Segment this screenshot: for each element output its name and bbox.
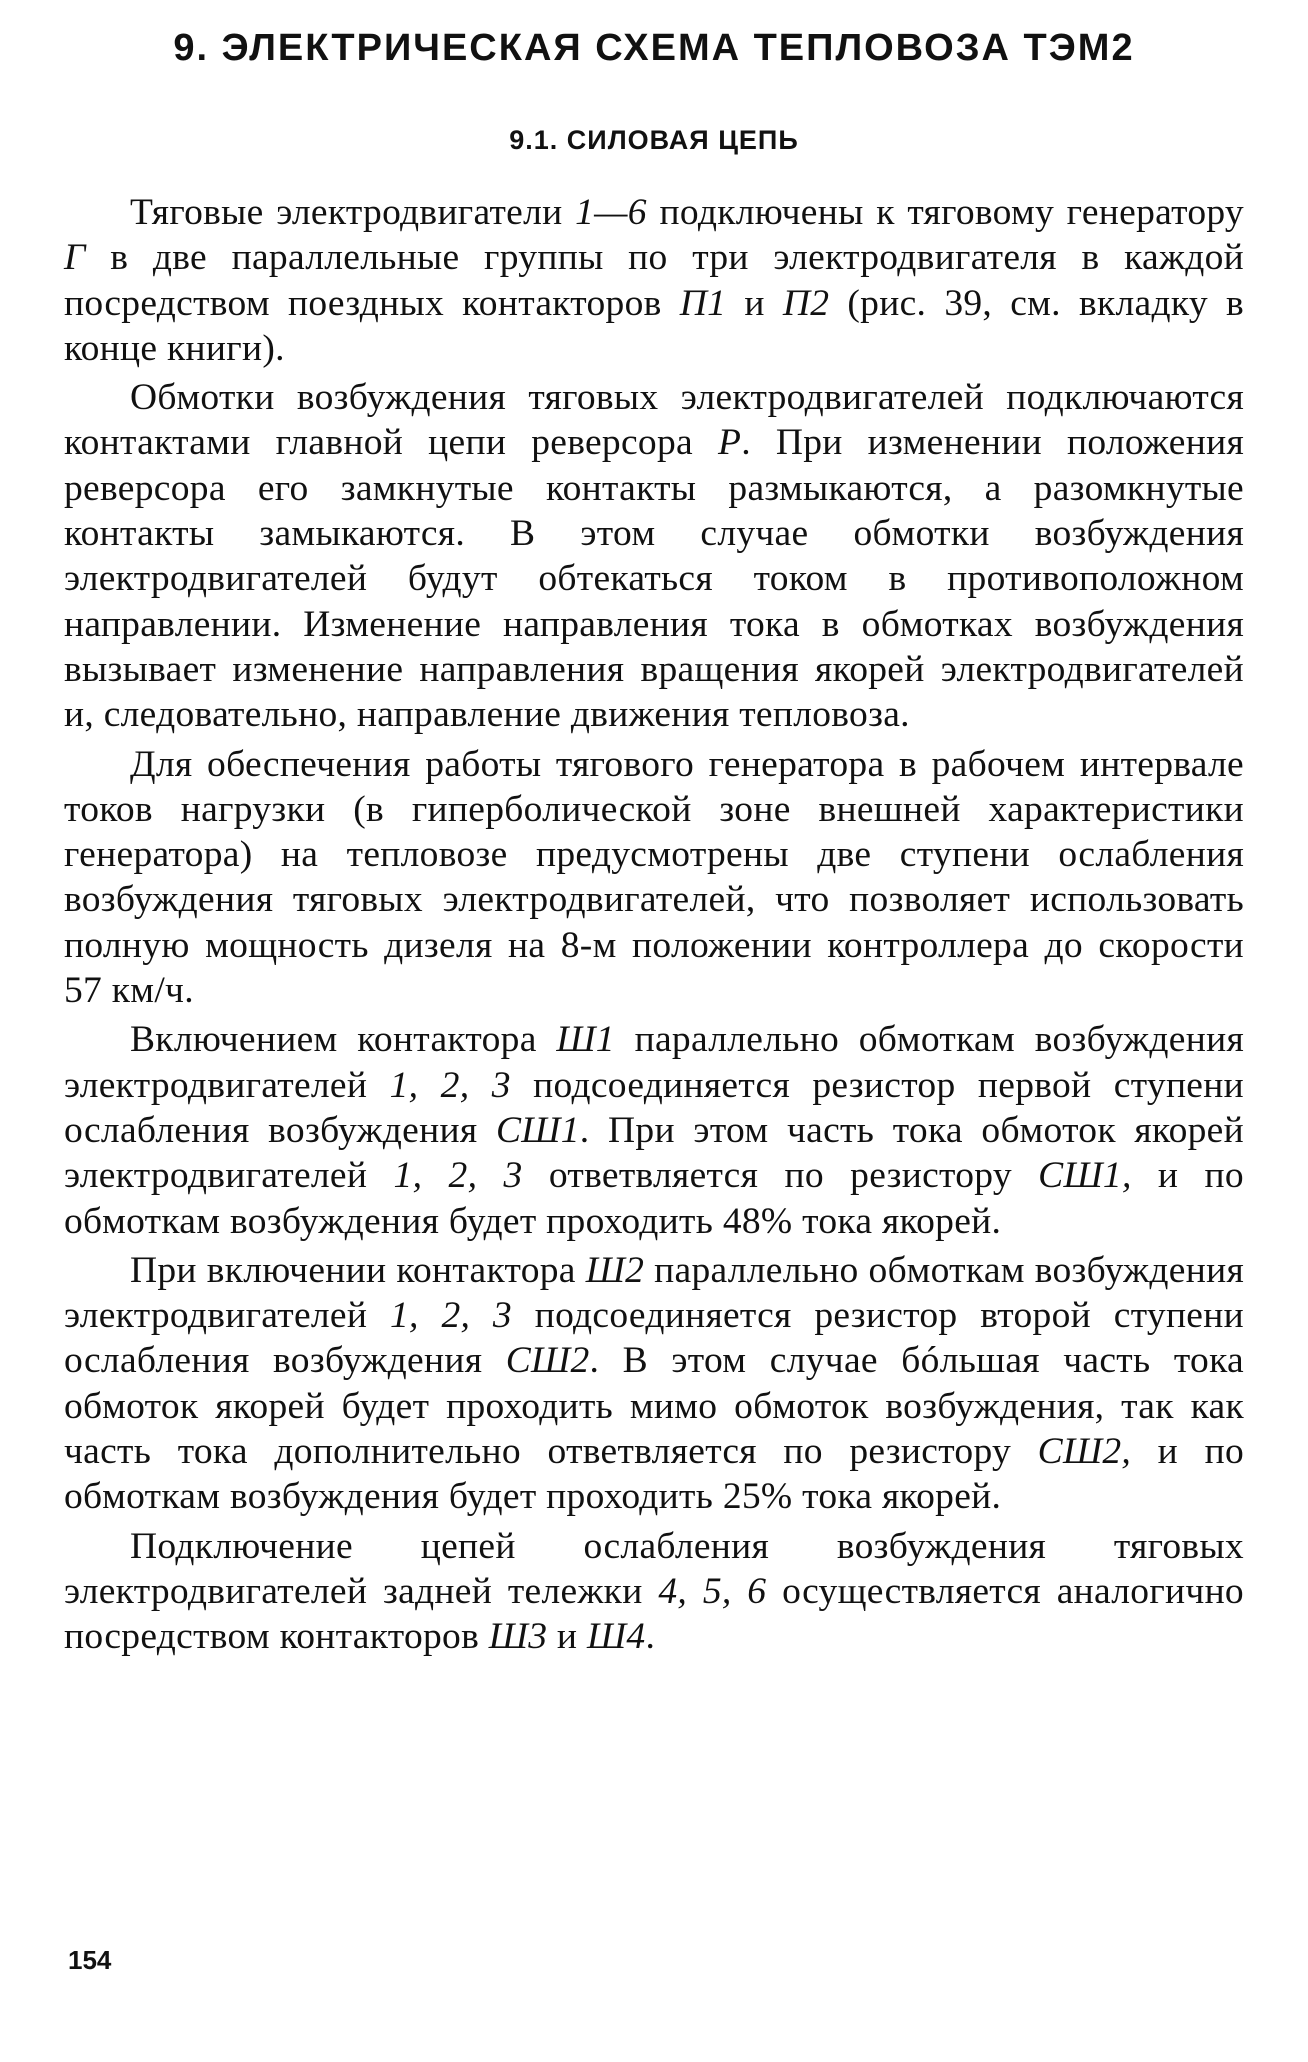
text-run: . При изменении положения реверсора его замкнутые контакты размыкаются, а разомкнутые контакты замыкаются. В этом случае обмотки возбуждения электродвигателей будут обтекаться током в противоположном направлении. Изменение направления тока в обмотках возбуждения вызывает изменение направления вращения якорей электродвигателей и, следовательно, направление движения тепловоза. [64,422,1244,736]
text-run: подсоединяется резистор первой ступени ослабления возбуждения [64,1064,1244,1151]
text-run: Включением контактора [130,1019,557,1061]
text-run: Тяговые электродвигатели [130,192,576,233]
text-run: . [645,1616,656,1658]
italic-run: 1, 2, 3 [393,1155,523,1197]
section-title: 9.1. СИЛОВАЯ ЦЕПЬ [509,125,799,155]
italic-run: СШ2 [505,1340,590,1382]
page-number: 154 [68,1945,112,1975]
italic-run: СШ2, [1037,1431,1132,1473]
italic-run: Ш1 [556,1019,615,1061]
italic-run: СШ1, [1038,1155,1132,1197]
text-run: При включении контактора [130,1249,586,1291]
text-run: подключены к тяговому генератору [646,192,1244,233]
italic-run: П1 [679,282,727,324]
italic-run: Ш3 [488,1616,548,1658]
italic-run: Ш2 [585,1249,645,1291]
italic-run: 4, 5, 6 [658,1570,767,1612]
italic-run: 1—6 [575,192,647,233]
text-run: ответвляется по резистору [522,1155,1039,1197]
chapter-title: 9. ЭЛЕКТРИЧЕСКАЯ СХЕМА ТЕПЛОВОЗА ТЭМ2 [173,27,1135,69]
paragraph-5 [64,1248,1244,1520]
paragraph-1 [64,190,1244,371]
italic-run: Г [64,237,86,279]
italic-run: Ш4 [586,1616,646,1658]
paragraph-2 [64,375,1244,737]
text-run: (рис. 39, см. вкладку в конце книги). [64,282,1244,369]
text-run: . В этом случае бóльшая часть тока обмоток якорей будет проходить мимо обмоток возбуждения, так как часть тока дополнительно ответвляется по резистору [64,1340,1244,1473]
italic-run: 1, 2, 3 [389,1064,511,1106]
text-run: параллельно обмоткам возбуждения электродвигателей [64,1249,1244,1337]
text-run: и [547,1616,587,1658]
text-run: Для обеспечения работы тягового генератора в рабочем интервале токов нагрузки (в гиперболической зоне внешней характеристики генератора) на тепловозе предусмотрены две ступени ослабления возбуждения тяговых электродвигателей, что позволяет использовать полную мощность дизеля на 8-м положении контроллера до скорости 57 км/ч. [64,743,1244,1012]
paragraph-6 [64,1524,1244,1660]
page [64,18,1244,1660]
italic-run: 1, 2, 3 [389,1295,512,1337]
text-run: осуществляется аналогично посредством контакторов [64,1570,1244,1658]
paragraph-3 [64,742,1244,1014]
text-run: и по обмоткам возбуждения будет проходить 48% тока якорей. [64,1155,1244,1242]
text-run: и [726,282,783,324]
italic-run: СШ1 [496,1109,580,1151]
text-run: параллельно обмоткам возбуждения электродвигателей [64,1019,1244,1106]
text-run: и по обмоткам возбуждения будет проходить 25% тока якорей. [64,1431,1244,1518]
text-run: Подключение цепей ослабления возбуждения тяговых электродвигателей задней тележки [64,1525,1244,1612]
paragraph-4 [64,1017,1244,1243]
italic-run: Р [717,422,742,464]
italic-run: П2 [782,282,830,324]
text-run: Обмотки возбуждения тяговых электродвигателей подключаются контактами главной цепи реверсора [64,377,1244,464]
text-run: подсоединяется резистор второй ступени ослабления возбуждения [64,1295,1244,1382]
text-run: . При этом часть тока обмоток якорей электродвигателей [64,1109,1244,1197]
text-run: в две параллельные группы по три электродвигателя в каждой посредством поездных контакторов [64,237,1244,324]
